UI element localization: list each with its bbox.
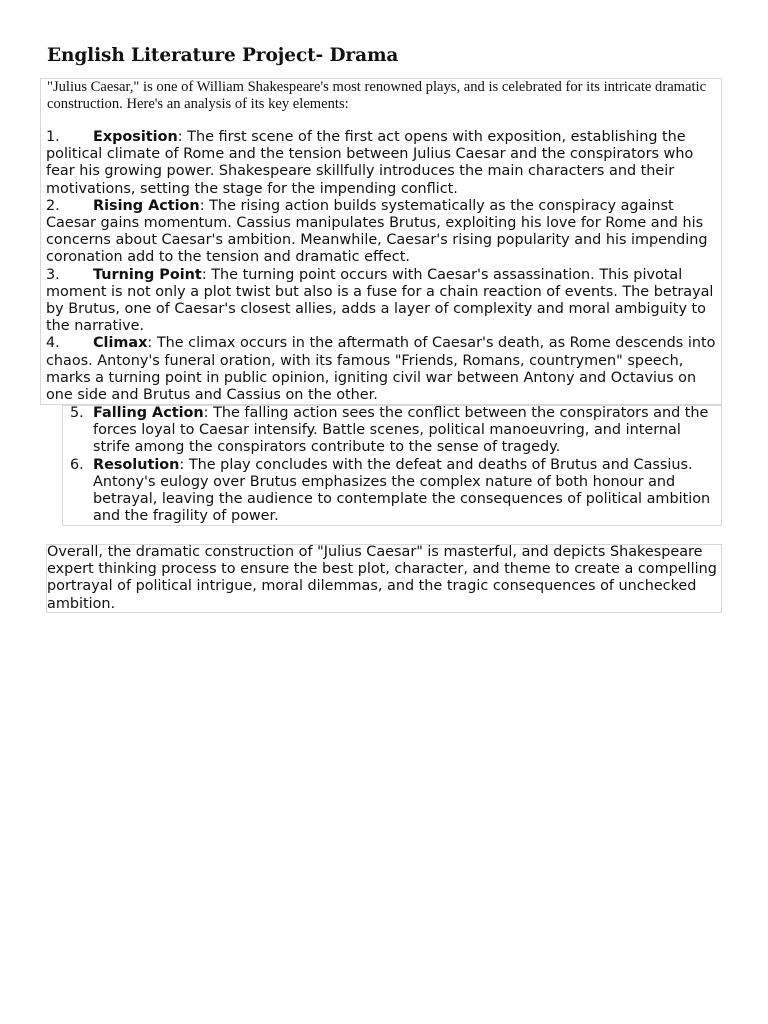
item-term: Resolution	[93, 456, 180, 473]
intro-paragraph: "Julius Caesar," is one of William Shakespeare's most renowned plays, and is celebrated for its intricate dramatic construction. Here's an analysis of its key elements:	[47, 79, 707, 112]
item-term: Exposition	[93, 129, 178, 145]
item-number: 2.	[46, 197, 60, 214]
item-text: : The climax occurs in the aftermath of Caesar's death, as Rome descends into chaos. Antony's funeral oration, with its famous "Friends, Romans, countrymen" speech, marks a turning point in public opinion, igniting civil war between Antony and Octavius on one side and Brutus and Cassius on the other.	[46, 335, 716, 404]
item-text: : The first scene of the first act opens with exposition, establishing the political climate of Rome and the tension between Julius Caesar and the conspirators who fear his growing power. Shakespeare skillfully introduces the main characters and their motivations, setting the stage for the impending conflict.	[46, 129, 694, 197]
list-item	[46, 335, 722, 404]
list-item	[70, 457, 720, 526]
list-item	[46, 129, 722, 198]
conclusion-paragraph: Overall, the dramatic construction of "Julius Caesar" is masterful, and depicts Shakespeare expert thinking process to ensure the best plot, character, and theme to create a compelling portrayal of political intrigue, moral dilemmas, and the tragic consequences of unchecked ambition.	[47, 544, 717, 612]
item-number: 5.	[70, 405, 84, 421]
item-text: : The falling action sees the conflict between the conspirators and the forces loyal to Caesar intensify. Battle scenes, political manoeuvring, and internal strife among the conspirators contribute to the sense of tragedy.	[93, 405, 709, 456]
later-elements-list	[70, 405, 720, 525]
item-text: : The rising action builds systematically as the conspiracy against Caesar gains momentum. Cassius manipulates Brutus, exploiting his love for Rome and his concerns about Caesar's ambition. Meanwhile, Caesar's rising popularity and his impending coronation add to the tension and dramatic effect.	[46, 197, 708, 266]
document-title: English Literature Project- Drama	[47, 45, 399, 66]
item-term: Climax	[93, 335, 148, 352]
list-item	[46, 198, 722, 267]
item-text: : The turning point occurs with Caesar's assassination. This pivotal moment is not only a plot twist but also is a fuse for a chain reaction of events. The betrayal by Brutus, one of Caesar's closest allies, adds a layer of complexity and moral ambiguity to the narrative.	[46, 266, 714, 335]
item-term: Falling Action	[93, 405, 204, 421]
item-term: Turning Point	[93, 266, 202, 283]
item-number: 1.	[46, 129, 60, 145]
key-elements-list	[46, 129, 722, 404]
item-number: 6.	[70, 456, 84, 473]
item-number: 4.	[46, 335, 60, 352]
item-term: Rising Action	[93, 197, 200, 214]
item-number: 3.	[46, 266, 60, 283]
item-text: : The play concludes with the defeat and deaths of Brutus and Cassius. Antony's eulogy over Brutus emphasizes the complex nature of both honour and betrayal, leaving the audience to contemplate the consequences of political ambition and the fragility of power.	[93, 456, 711, 525]
list-item	[70, 405, 720, 457]
list-item	[46, 267, 722, 336]
